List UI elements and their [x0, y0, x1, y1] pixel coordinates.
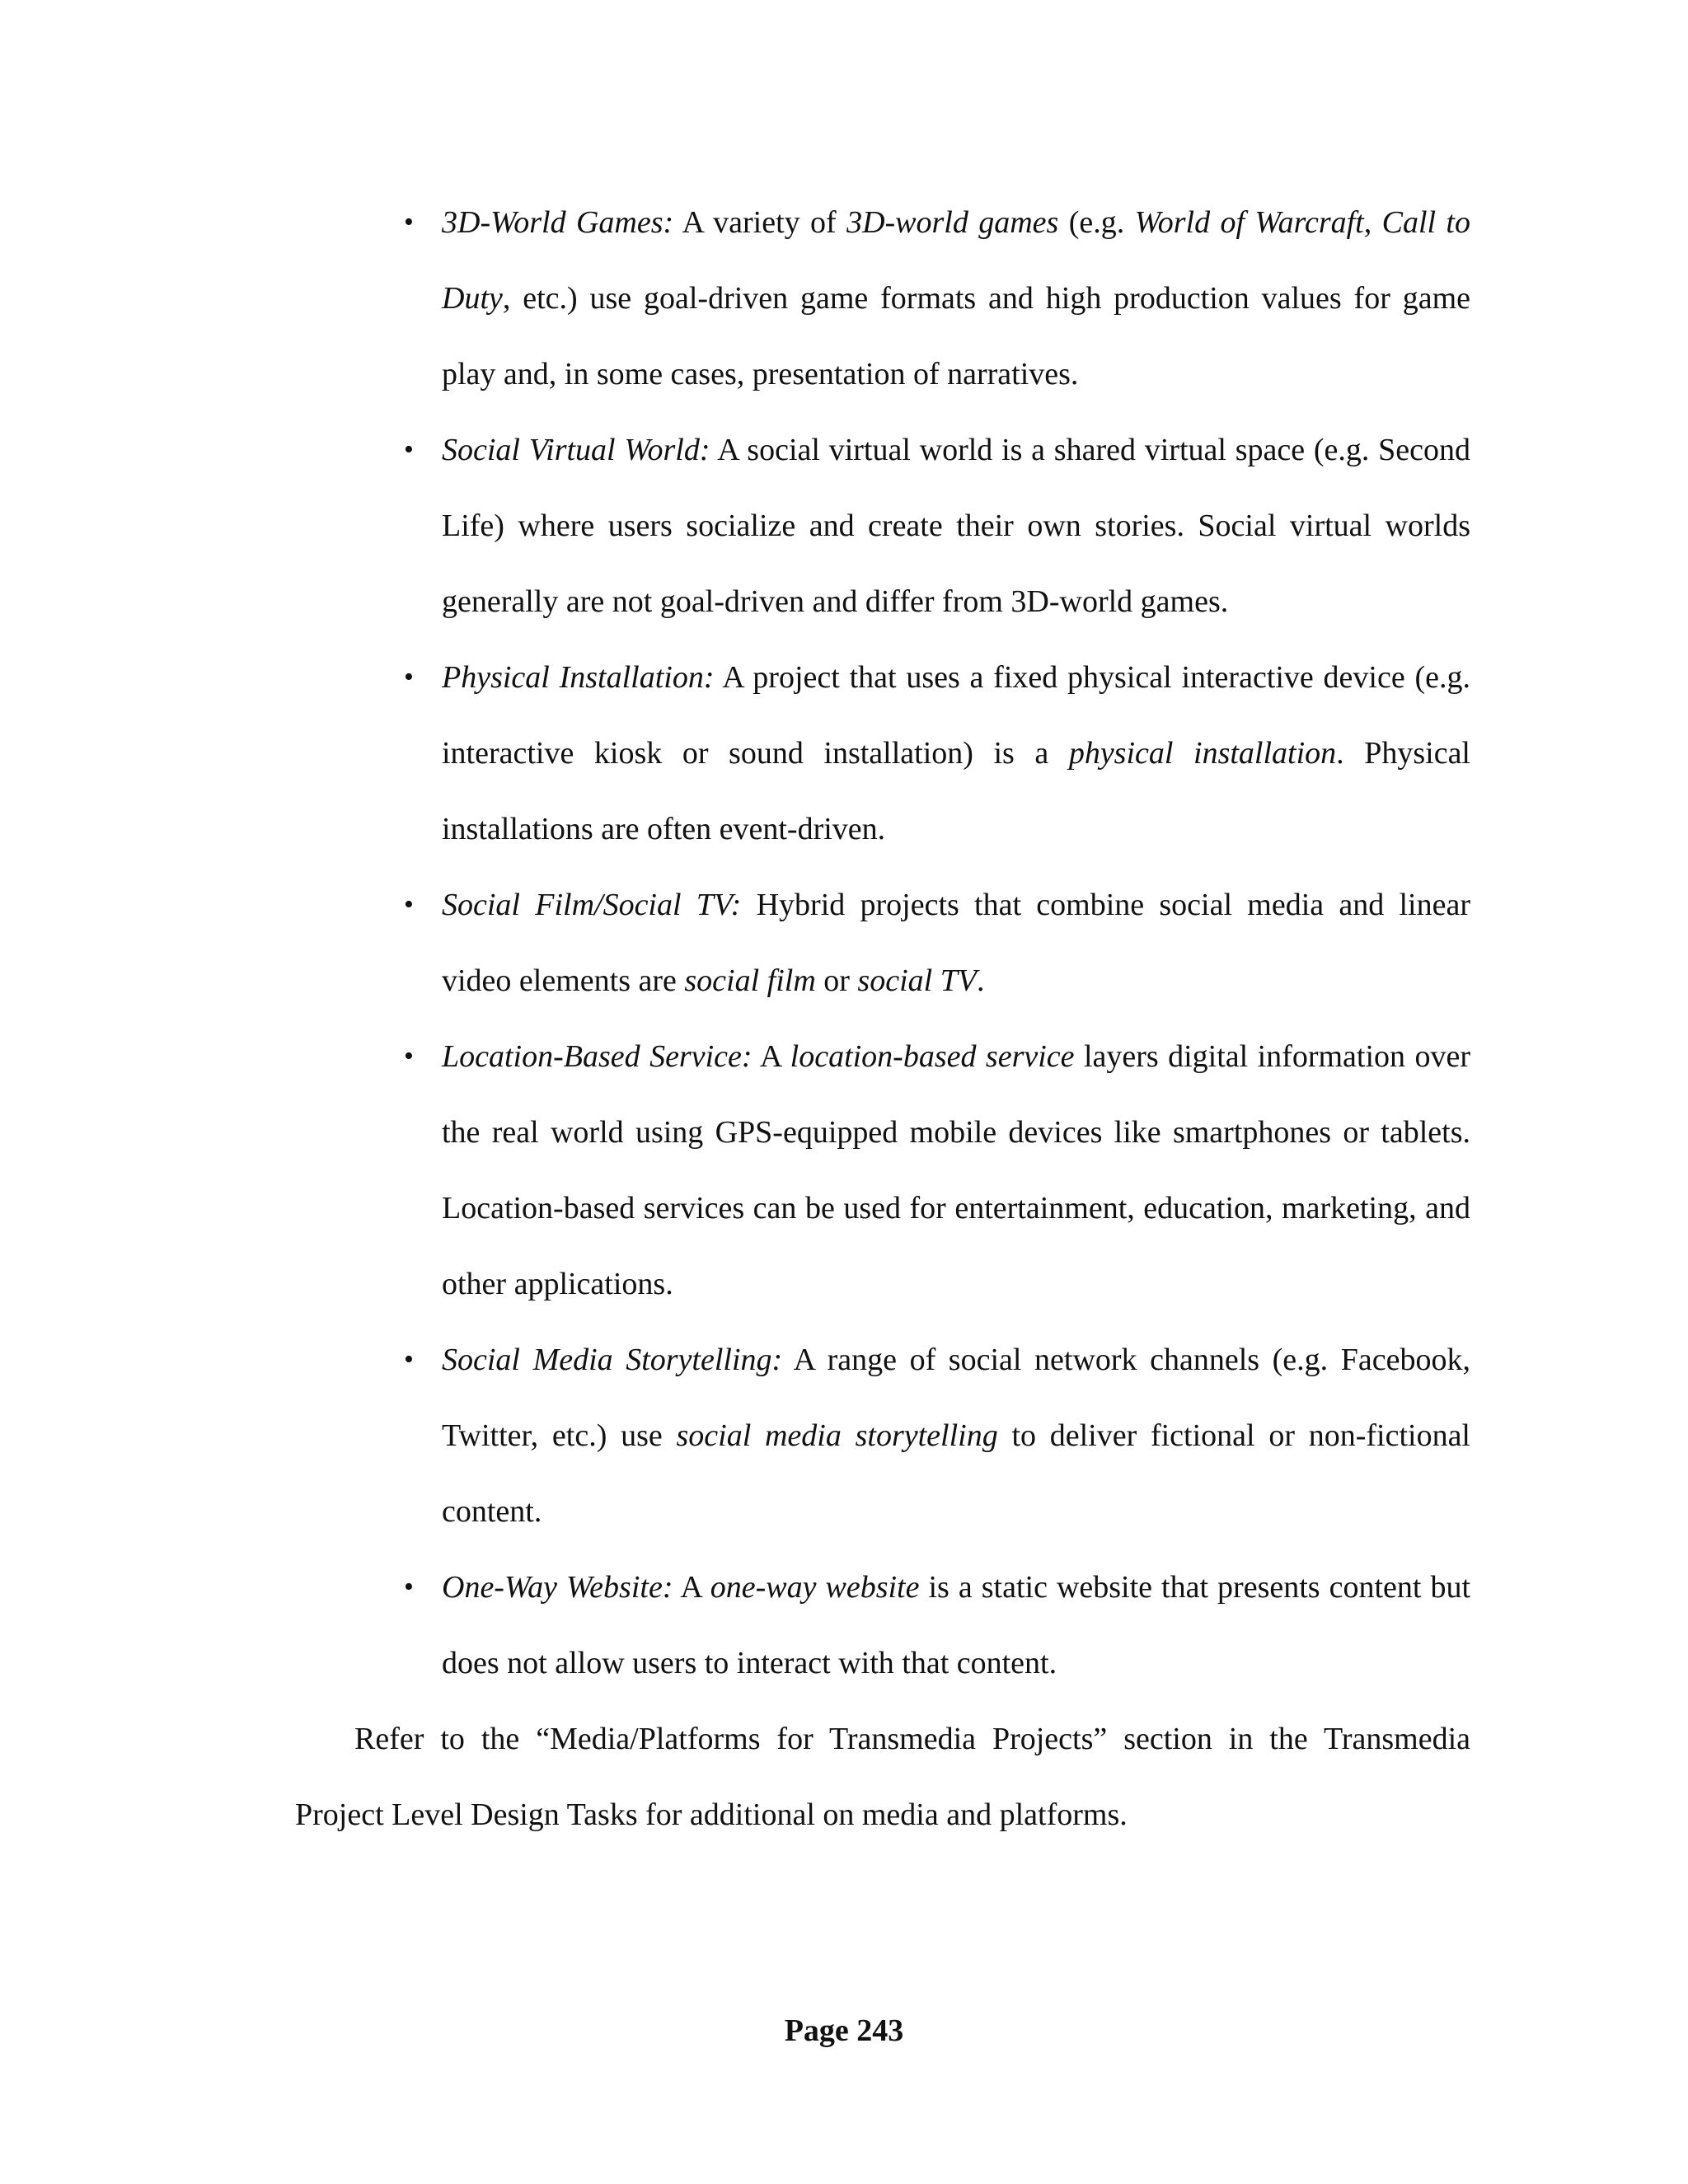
bullet-text: A [752, 1039, 790, 1074]
bullet-text: , [1363, 205, 1382, 240]
bullet-term: Social Media Storytelling: [442, 1343, 783, 1377]
bullet-text: A variety of [673, 205, 847, 240]
bullet-text: is a static website that presents content but does not allow users to interact with that content. [442, 1570, 1470, 1680]
page-body [295, 185, 1470, 1853]
bullet-term: Social Virtual World: [442, 433, 710, 467]
bullet-term: One-Way Website: [442, 1570, 673, 1605]
italic-phrase: physical installation [1068, 736, 1337, 771]
bullet-text: A social virtual world is a shared virtual space (e.g. Second Life) where users socialize and create their own stories. Social virtual worlds generally are not goal-driven and differ from 3D-world games. [442, 433, 1470, 619]
bullet-term: Social Film/Social TV: [442, 888, 742, 922]
bullet-text: to deliver fictional or non-fictional content. [442, 1418, 1470, 1529]
bullet-dot-icon: • [404, 434, 414, 465]
bullet-item [295, 640, 1470, 867]
bullet-text: A project that uses a fixed physical interactive device (e.g. interactive kiosk or sound installation) is a [442, 660, 1471, 771]
bullet-text: A [673, 1570, 710, 1605]
bullet-dot-icon: • [404, 1344, 414, 1375]
italic-phrase: location-based service [790, 1039, 1075, 1074]
bullet-item [295, 867, 1470, 1019]
italic-phrase: one-way website [710, 1570, 920, 1605]
page-number: Page 243 [784, 2013, 904, 2048]
bullet-term: Physical Installation: [442, 660, 715, 695]
bullet-item [295, 185, 1470, 412]
bullet-dot-icon: • [404, 889, 414, 920]
bullet-term: 3D-World Games: [442, 205, 674, 240]
bullet-term: Location-Based Service: [442, 1039, 753, 1074]
bullet-dot-icon: • [404, 1572, 414, 1602]
italic-phrase: World of Warcraft [1134, 205, 1364, 240]
bullet-text: layers digital information over the real world using GPS-equipped mobile devices like smartphones or tablets. Location-based services can be used for entertainment, education, marketing, and other applications. [442, 1039, 1470, 1301]
italic-phrase: 3D-world games [846, 205, 1059, 240]
italic-phrase: social film [684, 963, 816, 998]
bullet-text: or [815, 963, 858, 998]
bullet-item [295, 1549, 1470, 1701]
bullet-item [295, 1322, 1470, 1549]
bullet-text: , etc.) use goal-driven game formats and high production values for game play and, in some cases, presentation of narratives. [442, 281, 1470, 391]
bullet-text: (e.g. [1058, 205, 1135, 240]
closing-paragraph: Refer to the “Media/Platforms for Transmedia Projects” section in the Transmedia Project Level Design Tasks for additional on media and platforms. [295, 1722, 1470, 1832]
bullet-item [295, 1019, 1470, 1322]
media-types-bullet-list [295, 185, 1470, 1701]
bullet-text: A range of social network channels (e.g. Facebook, Twitter, etc.) use [442, 1343, 1470, 1453]
italic-phrase: Call to Duty [442, 205, 1470, 316]
bullet-dot-icon: • [404, 207, 414, 237]
italic-phrase: social media storytelling [676, 1418, 998, 1453]
bullet-text: . [977, 963, 985, 998]
bullet-dot-icon: • [404, 1041, 414, 1071]
bullet-text: . Physical installations are often event-driven. [442, 736, 1470, 846]
bullet-text: Hybrid projects that combine social media and linear video elements are [442, 888, 1471, 998]
italic-phrase: social TV [857, 963, 978, 998]
bullet-item [295, 412, 1470, 640]
bullet-dot-icon: • [404, 662, 414, 692]
